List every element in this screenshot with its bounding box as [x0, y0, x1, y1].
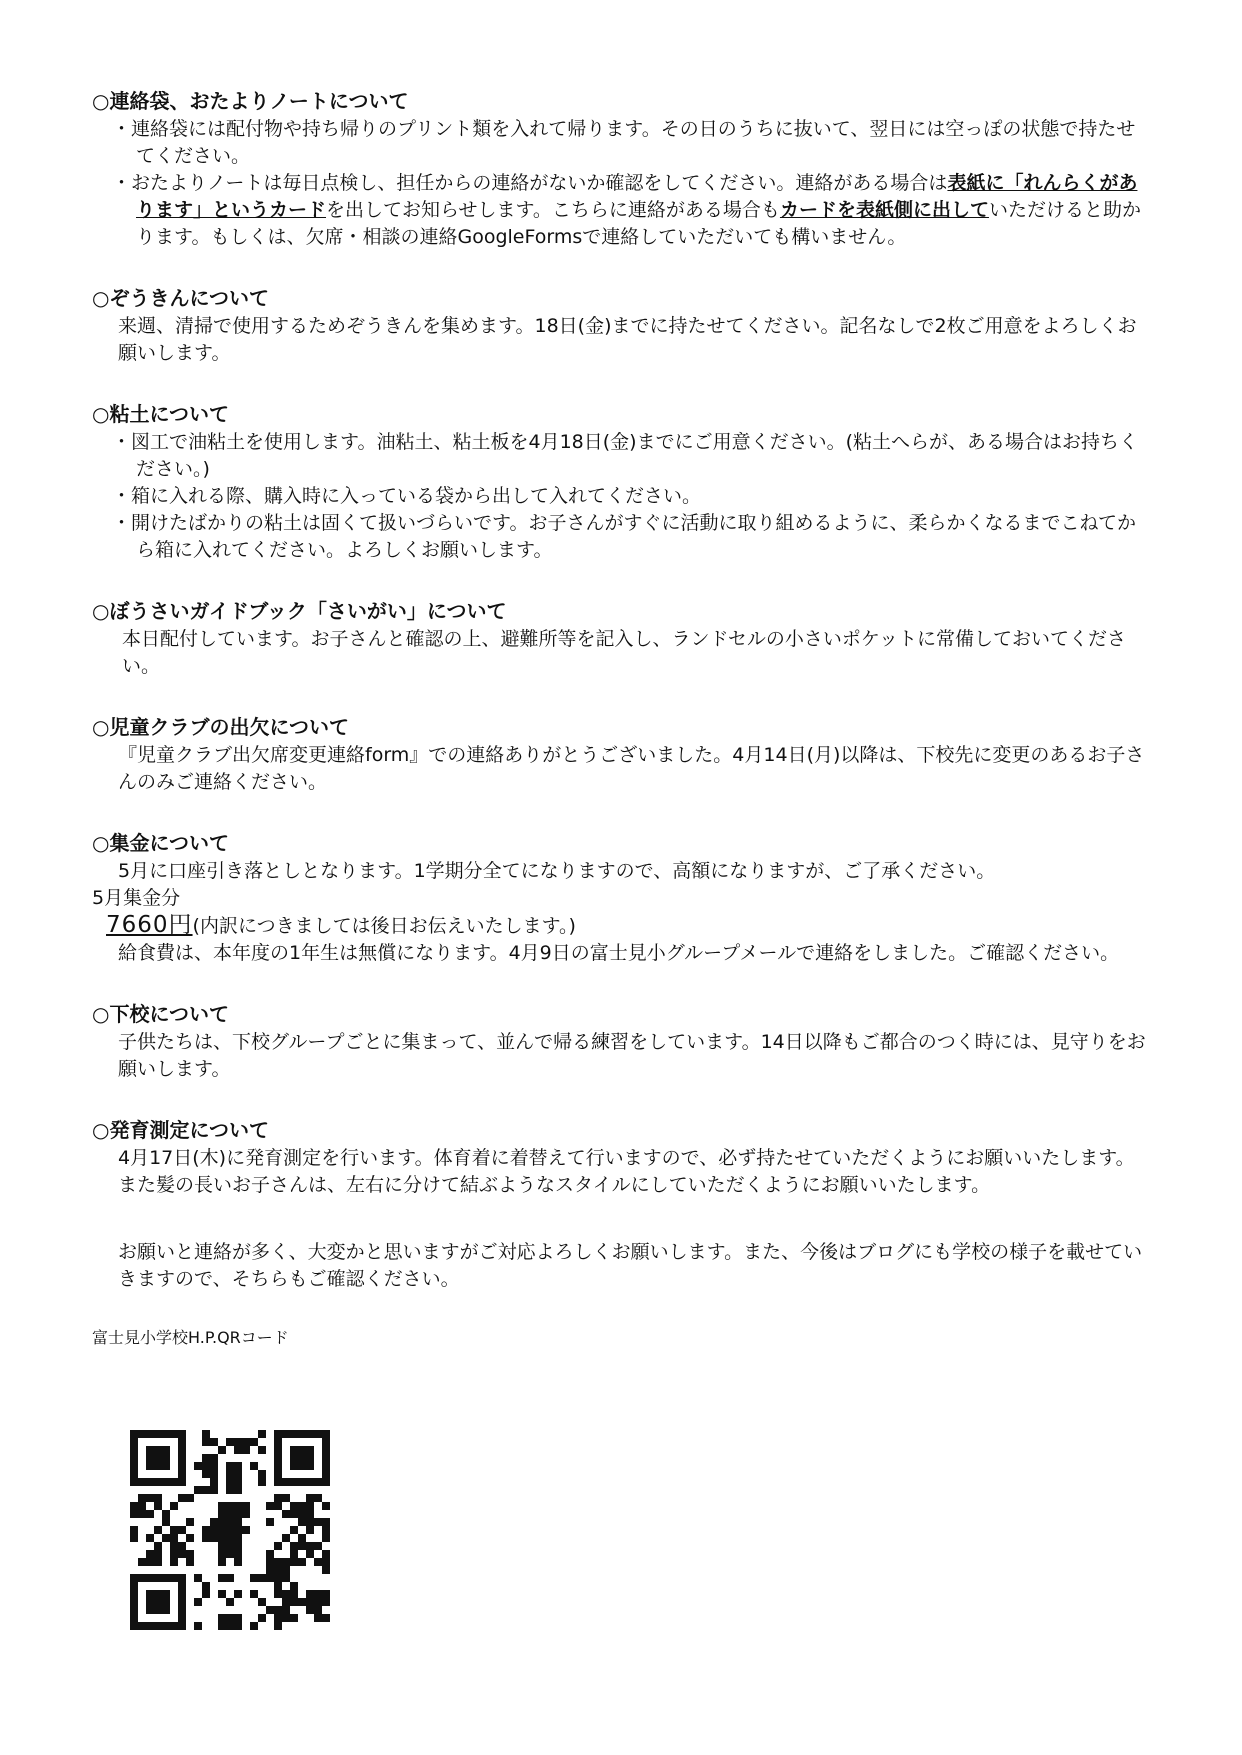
section-title: 粘土について: [109, 402, 230, 426]
list-item: ・箱に入れる際、購入時に入っている袋から出して入れてください。: [112, 485, 702, 507]
section-home: [92, 1001, 1152, 1083]
section-money: [92, 830, 1152, 967]
amount-note: (内訳につきましては後日お伝えいたします。): [192, 915, 576, 937]
section-heading: [92, 1001, 1152, 1028]
section-title: 集金について: [109, 831, 230, 855]
notice-page: [92, 88, 1152, 1349]
section-body: 給食費は、本年度の1年生は無償になります。4月9日の富士見小グループメールで連絡をしました。ご確認ください。: [118, 942, 1120, 964]
section-bag: [92, 88, 1152, 251]
circle-bullet: ○: [92, 89, 110, 113]
section-title: ぼうさいガイドブック「さいがい」について: [109, 599, 507, 623]
section-body: 来週、清掃で使用するためぞうきんを集めます。18日(金)までに持たせてください。記名なしで2枚ご用意をよろしくお願いします。: [118, 315, 1137, 364]
section-body: 『児童クラブ出欠席変更連絡form』での連絡ありがとうございました。4月14日(月)以降は、下校先に変更のあるお子さんのみご連絡ください。: [118, 744, 1145, 793]
section-body: 4月17日(木)に発育測定を行います。体育着に着替えて行いますので、必ず持たせていただくようにお願いいたします。また髪の長いお子さんは、左右に分けて結ぶようなスタイルにしていただくようにお願いいたします。: [118, 1147, 1135, 1196]
list-item: [92, 170, 1152, 251]
section-zokin: [92, 285, 1152, 367]
section-title: ぞうきんについて: [109, 286, 270, 310]
section-heading: [92, 1117, 1152, 1144]
circle-bullet: ○: [92, 831, 110, 855]
section-clay: [92, 401, 1152, 564]
section-title: 発育測定について: [109, 1118, 270, 1142]
circle-bullet: ○: [92, 402, 110, 426]
section-heading: [92, 598, 1152, 625]
section-title: 児童クラブの出欠について: [109, 715, 350, 739]
section-heading: [92, 401, 1152, 428]
list-item-text: いただけると助かります。もしくは、欠席・相談の連絡GoogleFormsで連絡していただいても構いません。: [136, 199, 1141, 248]
list-item-text: を出してお知らせします。こちらに連絡がある場合も: [326, 199, 780, 221]
section-title: 連絡袋、おたよりノートについて: [109, 89, 409, 113]
list-item-text: ・おたよりノートは毎日点検し、担任からの連絡がないか確認をしてください。連絡がある場合は: [112, 172, 948, 194]
section-health: [92, 1117, 1152, 1199]
emphasis-text: 表紙に「れんらくがあります」というカード: [136, 172, 1138, 221]
section-body: 子供たちは、下校グループごとに集まって、並んで帰る練習をしています。14日以降もご都合のつく時には、見守りをお願いします。: [118, 1031, 1146, 1080]
section-club: [92, 714, 1152, 796]
list-item-text: ・連絡袋には配付物や持ち帰りのプリント類を入れて帰ります。その日のうちに抜いて、翌日には空っぽの状態で持たせてください。: [112, 118, 1136, 167]
section-heading: [92, 714, 1152, 741]
amount-value: 7660円: [106, 912, 193, 938]
amount-line: [92, 912, 1152, 940]
section-heading: [92, 88, 1152, 115]
list-item: ・図工で油粘土を使用します。油粘土、粘土板を4月18日(金)までにご用意ください。(粘土へらが、ある場合はお持ちください。): [112, 431, 1138, 480]
emphasis-text: カードを表紙側に出して: [779, 199, 989, 221]
section-body: 5月に口座引き落としとなります。1学期分全てになりますので、高額になりますが、ご了承ください。: [118, 860, 996, 882]
circle-bullet: ○: [92, 286, 110, 310]
list-item: ・開けたばかりの粘土は固くて扱いづらいです。お子さんがすぐに活動に取り組めるように、柔らかくなるまでこねてから箱に入れてください。よろしくお願いします。: [112, 512, 1137, 561]
section-heading: [92, 285, 1152, 312]
section-title: 下校について: [109, 1002, 230, 1026]
section-guide: [92, 598, 1152, 680]
circle-bullet: ○: [92, 1118, 110, 1142]
section-heading: [92, 830, 1152, 857]
circle-bullet: ○: [92, 1002, 110, 1026]
list-item: [92, 116, 1152, 170]
amount-heading: 5月集金分: [92, 887, 181, 909]
qr-label: 富士見小学校H.P.QRコード: [92, 1328, 289, 1347]
circle-bullet: ○: [92, 715, 110, 739]
circle-bullet: ○: [92, 599, 110, 623]
school-qr-code[interactable]: [130, 1430, 330, 1630]
section-body: 本日配付しています。お子さんと確認の上、避難所等を記入し、ランドセルの小さいポケットに常備しておいてください。: [122, 628, 1126, 677]
closing-text: お願いと連絡が多く、大変かと思いますがご対応よろしくお願いします。また、今後はブログにも学校の様子を載せていきますので、そちらもご確認ください。: [118, 1241, 1143, 1290]
